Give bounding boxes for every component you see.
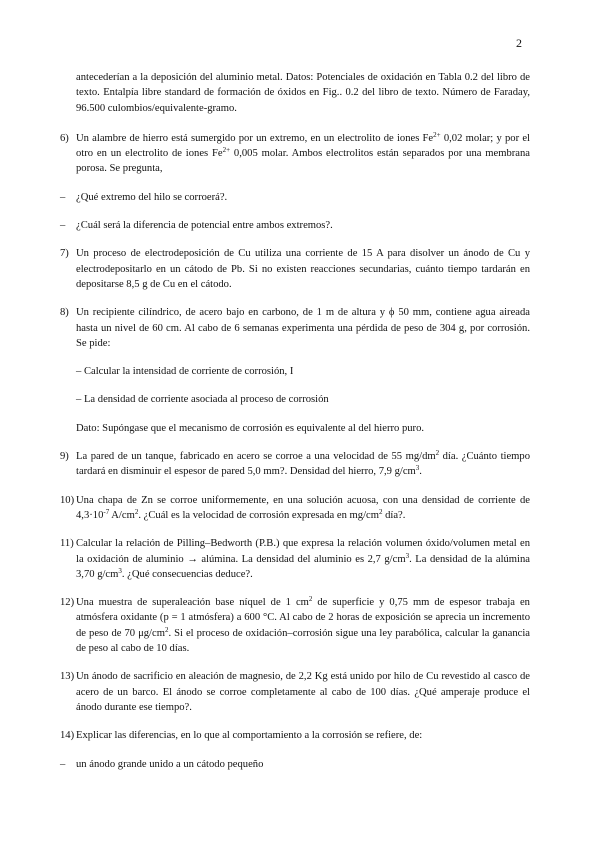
problem-number: 13) — [60, 671, 75, 683]
problem-number: 6) — [60, 132, 69, 144]
problem-13: 13) Un ánodo de sacrificio en aleación de magnesio, de 2,2 Kg está unido por hilo de Cu revestido al casco de acero de un barco. El ánodo se corroe completamente al cabo de 100 días. ¿Qué amperaje produce el ánodo durante ese tiempo?. — [60, 671, 530, 713]
problem-number: 12) — [60, 597, 75, 609]
problem-8-note: Dato: Supóngase que el mecanismo de corrosión es equivalente al del hierro puro. — [76, 422, 425, 434]
problem-11: 11) Calcular la relación de Pilling–Bedworth (P.B.) que expresa la relación volumen óxido/volumen metal en la oxidación de aluminio → alúmina. La densidad del aluminio es 2,7 $g/cm^3$. La densidad de la alúmina 3,70 $g/cm^3$. ¿Qué consecuencias deduce?. — [60, 538, 530, 580]
problem-number: 10) — [60, 494, 75, 506]
problem-number: 9) — [60, 451, 69, 463]
problem-10: 10) Una chapa de Zn se corroe uniformemente, en una solución acuosa, con una densidad de corriente de $4,3\cdot 10^{-7}$ $A/cm^2$. ¿Cuál es la velocidad de corrosión expresada en $mg/cm^2$ día?. — [60, 494, 530, 521]
problem-6: 6) Un alambre de hierro está sumergido por un extremo, en un electrolito de iones $Fe^{2+}$ 0,02 molar; y por el otro en un electrolito de iones $Fe^{2+}$ 0,005 molar. Ambos electrolitos están separados por una membrana porosa. Se pregunta, — [60, 130, 530, 175]
problem-12: 12) Una muestra de superaleación base níquel de 1 $cm^2$ de superficie y 0,75 mm de espesor trabaja en atmósfera oxidante (p = 1 atmósfera) a 600 °C. Al cabo de 2 horas de exposición se aprecia un incremento de peso de 70 $\mu g/cm^2$. Si el proceso de oxidación–corrosión sigue una ley parabólica, calcular la ganancia de peso al cabo de 10 días. — [60, 595, 530, 655]
problem-8-subitem-2: – La densidad de corriente asociada al proceso de corrosión — [76, 394, 329, 406]
problem-number: 7) — [60, 248, 69, 260]
problem-7: 7) Un proceso de electrodeposición de Cu utiliza una corriente de 15 A para disolver un ánodo de Cu y electrodepositarlo en un cátodo de Pb. Si no existen reacciones secundarias, cuánto tiempo tardarán en depositarse 8,5 g de Cu en el cátodo. — [60, 248, 530, 290]
problem-number: 8) — [60, 307, 69, 319]
problem-9: 9) La pared de un tanque, fabricado en acero se corroe a una velocidad de 55 $mg/dm^2$ día. ¿Cuánto tiempo tardará en disminuir el espesor de pared 5,0 mm?. Densidad del hierro, 7,9 $g/cm^3$. — [60, 449, 530, 478]
problem-14: 14) Explicar las diferencias, en lo que al comportamiento a la corrosión se refiere, de: — [60, 728, 530, 743]
problem-number: 11) — [60, 538, 74, 550]
problem-number: 14) — [60, 730, 75, 742]
page-number: 2 — [516, 36, 522, 50]
document-body — [60, 70, 530, 772]
problem-14-case-1: – un ánodo grande unido a un cátodo pequeño — [60, 758, 264, 770]
problem-6-question-1: – ¿Qué extremo del hilo se corroerá?. — [60, 191, 228, 203]
problem-8-subitem-1: – Calcular la intensidad de corriente de corrosión, I — [76, 366, 294, 378]
intro-paragraph: antecederían a la deposición del aluminio metal. Datos: Potenciales de oxidación en Tabla 0.2 del libro de texto. Entalpía libre standard de formación de óxidos en Fig.. 0.2 del libro de texto. Número de Faraday, 96.500 culombios/equivalente-gramo. — [76, 72, 530, 114]
problem-8: 8) Un recipiente cilíndrico, de acero bajo en carbono, de 1 m de altura y ϕ 50 mm, contiene agua aireada hasta un nivel de 60 cm. Al cabo de 6 semanas experimenta una pérdida de peso de 304 g, por corrosión. Se pide: — [60, 307, 530, 349]
problem-6-question-2: – ¿Cuál será la diferencia de potencial entre ambos extremos?. — [60, 220, 333, 232]
